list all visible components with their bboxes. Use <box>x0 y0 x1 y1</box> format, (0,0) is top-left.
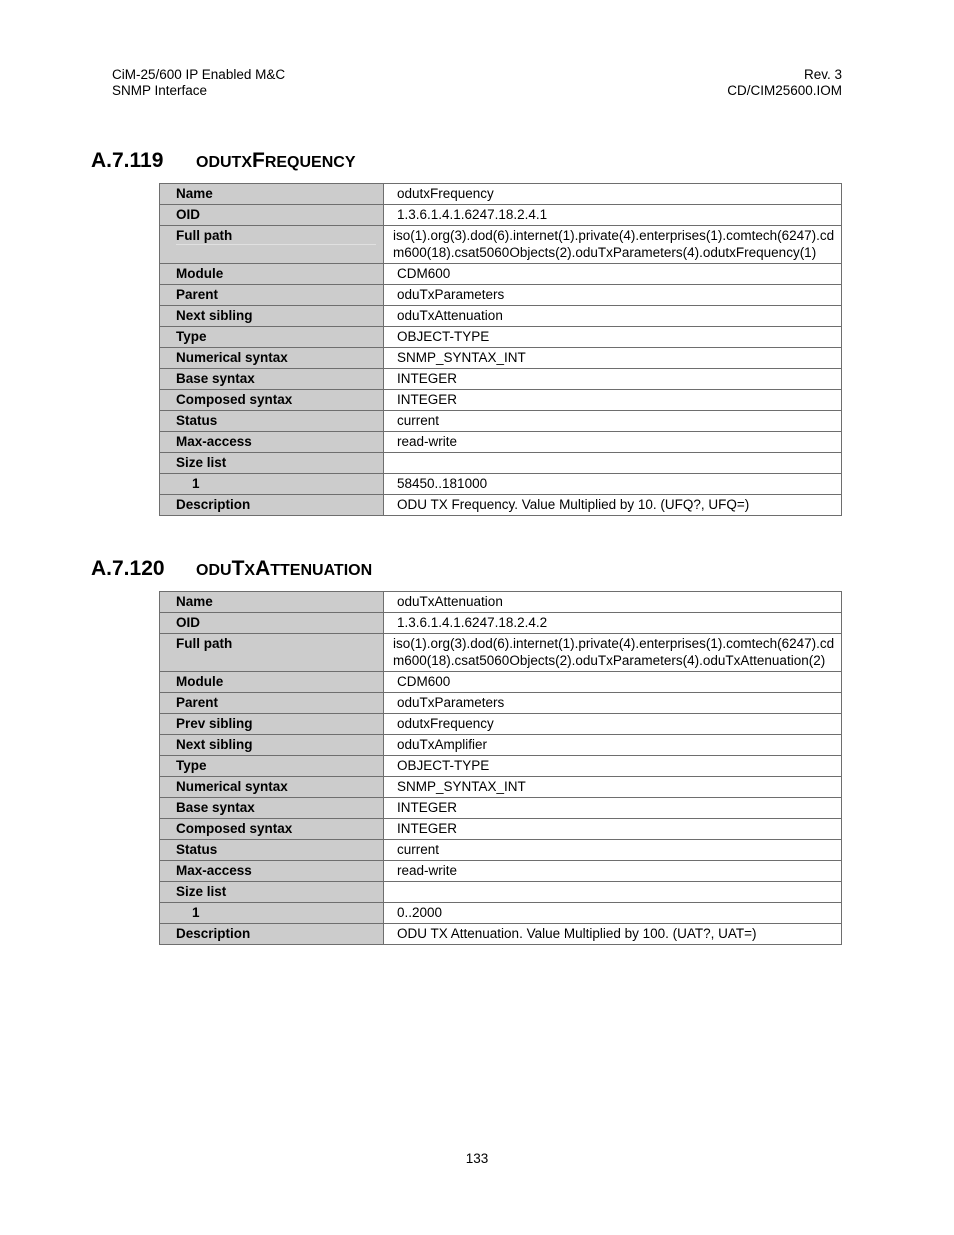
row-key: Composed syntax <box>160 819 384 840</box>
row-key: Status <box>160 411 384 432</box>
row-key: Name <box>160 592 384 613</box>
row-key: Next sibling <box>160 306 384 327</box>
table-row <box>160 348 842 369</box>
table-row <box>160 285 842 306</box>
table-row <box>160 453 842 474</box>
table-row <box>160 924 842 945</box>
table-row <box>160 226 842 264</box>
row-key: Module <box>160 264 384 285</box>
row-value: oduTxAttenuation <box>384 306 842 327</box>
section-number: A.7.120 <box>91 557 165 580</box>
row-key: Parent <box>160 693 384 714</box>
table-row <box>160 184 842 205</box>
row-key: Description <box>160 495 384 516</box>
table-row <box>160 693 842 714</box>
row-key: Numerical syntax <box>160 348 384 369</box>
row-value: read-write <box>384 432 842 453</box>
header-doc-id: CD/CIM25600.IOM <box>727 83 842 98</box>
table-row <box>160 798 842 819</box>
table-row <box>160 432 842 453</box>
row-value <box>384 882 842 903</box>
table-row <box>160 592 842 613</box>
table-row <box>160 327 842 348</box>
table-row <box>160 634 842 672</box>
table-row <box>160 861 842 882</box>
row-key: Full path <box>160 634 384 672</box>
row-value: current <box>384 411 842 432</box>
table-row <box>160 474 842 495</box>
section-heading <box>91 557 372 581</box>
row-value: oduTxAmplifier <box>384 735 842 756</box>
section-title: ODUTXATTENUATION <box>196 557 373 580</box>
row-key: OID <box>160 613 384 634</box>
row-value: 58450..181000 <box>384 474 842 495</box>
row-value: read-write <box>384 861 842 882</box>
header-left <box>112 67 285 99</box>
table-row <box>160 613 842 634</box>
row-key: Prev sibling <box>160 714 384 735</box>
row-value: 1.3.6.1.4.1.6247.18.2.4.2 <box>384 613 842 634</box>
row-value: CDM600 <box>384 672 842 693</box>
header-subtitle: SNMP Interface <box>112 83 208 98</box>
row-key: Base syntax <box>160 369 384 390</box>
row-value: oduTxParameters <box>384 693 842 714</box>
table-row <box>160 840 842 861</box>
header-revision: Rev. 3 <box>803 67 842 82</box>
object-table <box>159 591 842 945</box>
table-row <box>160 882 842 903</box>
table-row <box>160 672 842 693</box>
row-value: OBJECT-TYPE <box>384 756 842 777</box>
row-key: OID <box>160 205 384 226</box>
row-key: Full path <box>160 226 384 264</box>
row-value: oduTxAttenuation <box>384 592 842 613</box>
section-number: A.7.119 <box>91 149 164 172</box>
table-row <box>160 756 842 777</box>
row-key: Max-access <box>160 432 384 453</box>
row-key: 1 <box>160 903 384 924</box>
row-key: Composed syntax <box>160 390 384 411</box>
table-row <box>160 264 842 285</box>
row-key: Base syntax <box>160 798 384 819</box>
row-key: Name <box>160 184 384 205</box>
row-key: Numerical syntax <box>160 777 384 798</box>
header-product: CiM-25/600 IP Enabled M&C <box>112 67 286 82</box>
row-value: INTEGER <box>384 819 842 840</box>
table-row <box>160 903 842 924</box>
row-key: Description <box>160 924 384 945</box>
table-row <box>160 205 842 226</box>
row-value: OBJECT-TYPE <box>384 327 842 348</box>
table-row <box>160 390 842 411</box>
table-row <box>160 411 842 432</box>
row-value <box>384 453 842 474</box>
row-value: INTEGER <box>384 798 842 819</box>
row-key: 1 <box>160 474 384 495</box>
row-value: oduTxParameters <box>384 285 842 306</box>
row-key: Max-access <box>160 861 384 882</box>
row-value: SNMP_SYNTAX_INT <box>384 348 842 369</box>
row-key: Type <box>160 756 384 777</box>
row-value: iso(1).org(3).dod(6).internet(1).private(4).enterprises(1).comtech(6247).cdm600(18).csat5060Objects(2).oduTxParameters(4).oduTxAttenuation(2) <box>384 634 842 672</box>
object-table <box>159 183 842 516</box>
section-heading <box>91 149 356 173</box>
row-value: CDM600 <box>384 264 842 285</box>
row-value: ODU TX Frequency. Value Multiplied by 10. (UFQ?, UFQ=) <box>384 495 842 516</box>
table-row <box>160 495 842 516</box>
row-key: Size list <box>160 882 384 903</box>
table-row <box>160 777 842 798</box>
table-row <box>160 369 842 390</box>
row-key: Size list <box>160 453 384 474</box>
table-row <box>160 819 842 840</box>
row-key: Parent <box>160 285 384 306</box>
row-value: odutxFrequency <box>384 184 842 205</box>
row-value: 1.3.6.1.4.1.6247.18.2.4.1 <box>384 205 842 226</box>
table-row <box>160 306 842 327</box>
table-row <box>160 714 842 735</box>
row-value: odutxFrequency <box>384 714 842 735</box>
row-value: ODU TX Attenuation. Value Multiplied by 100. (UAT?, UAT=) <box>384 924 842 945</box>
row-value: INTEGER <box>384 369 842 390</box>
row-key: Next sibling <box>160 735 384 756</box>
row-value: SNMP_SYNTAX_INT <box>384 777 842 798</box>
row-value: 0..2000 <box>384 903 842 924</box>
page-number: 133 <box>465 1151 489 1166</box>
table-row <box>160 735 842 756</box>
row-value: current <box>384 840 842 861</box>
header-right <box>727 67 842 99</box>
row-key: Module <box>160 672 384 693</box>
section-title: ODUTXFREQUENCY <box>196 149 356 172</box>
row-value: iso(1).org(3).dod(6).internet(1).private(4).enterprises(1).comtech(6247).cdm600(18).csat5060Objects(2).oduTxParameters(4).odutxFrequency(1) <box>384 226 842 264</box>
row-key: Type <box>160 327 384 348</box>
row-value: INTEGER <box>384 390 842 411</box>
row-key: Status <box>160 840 384 861</box>
